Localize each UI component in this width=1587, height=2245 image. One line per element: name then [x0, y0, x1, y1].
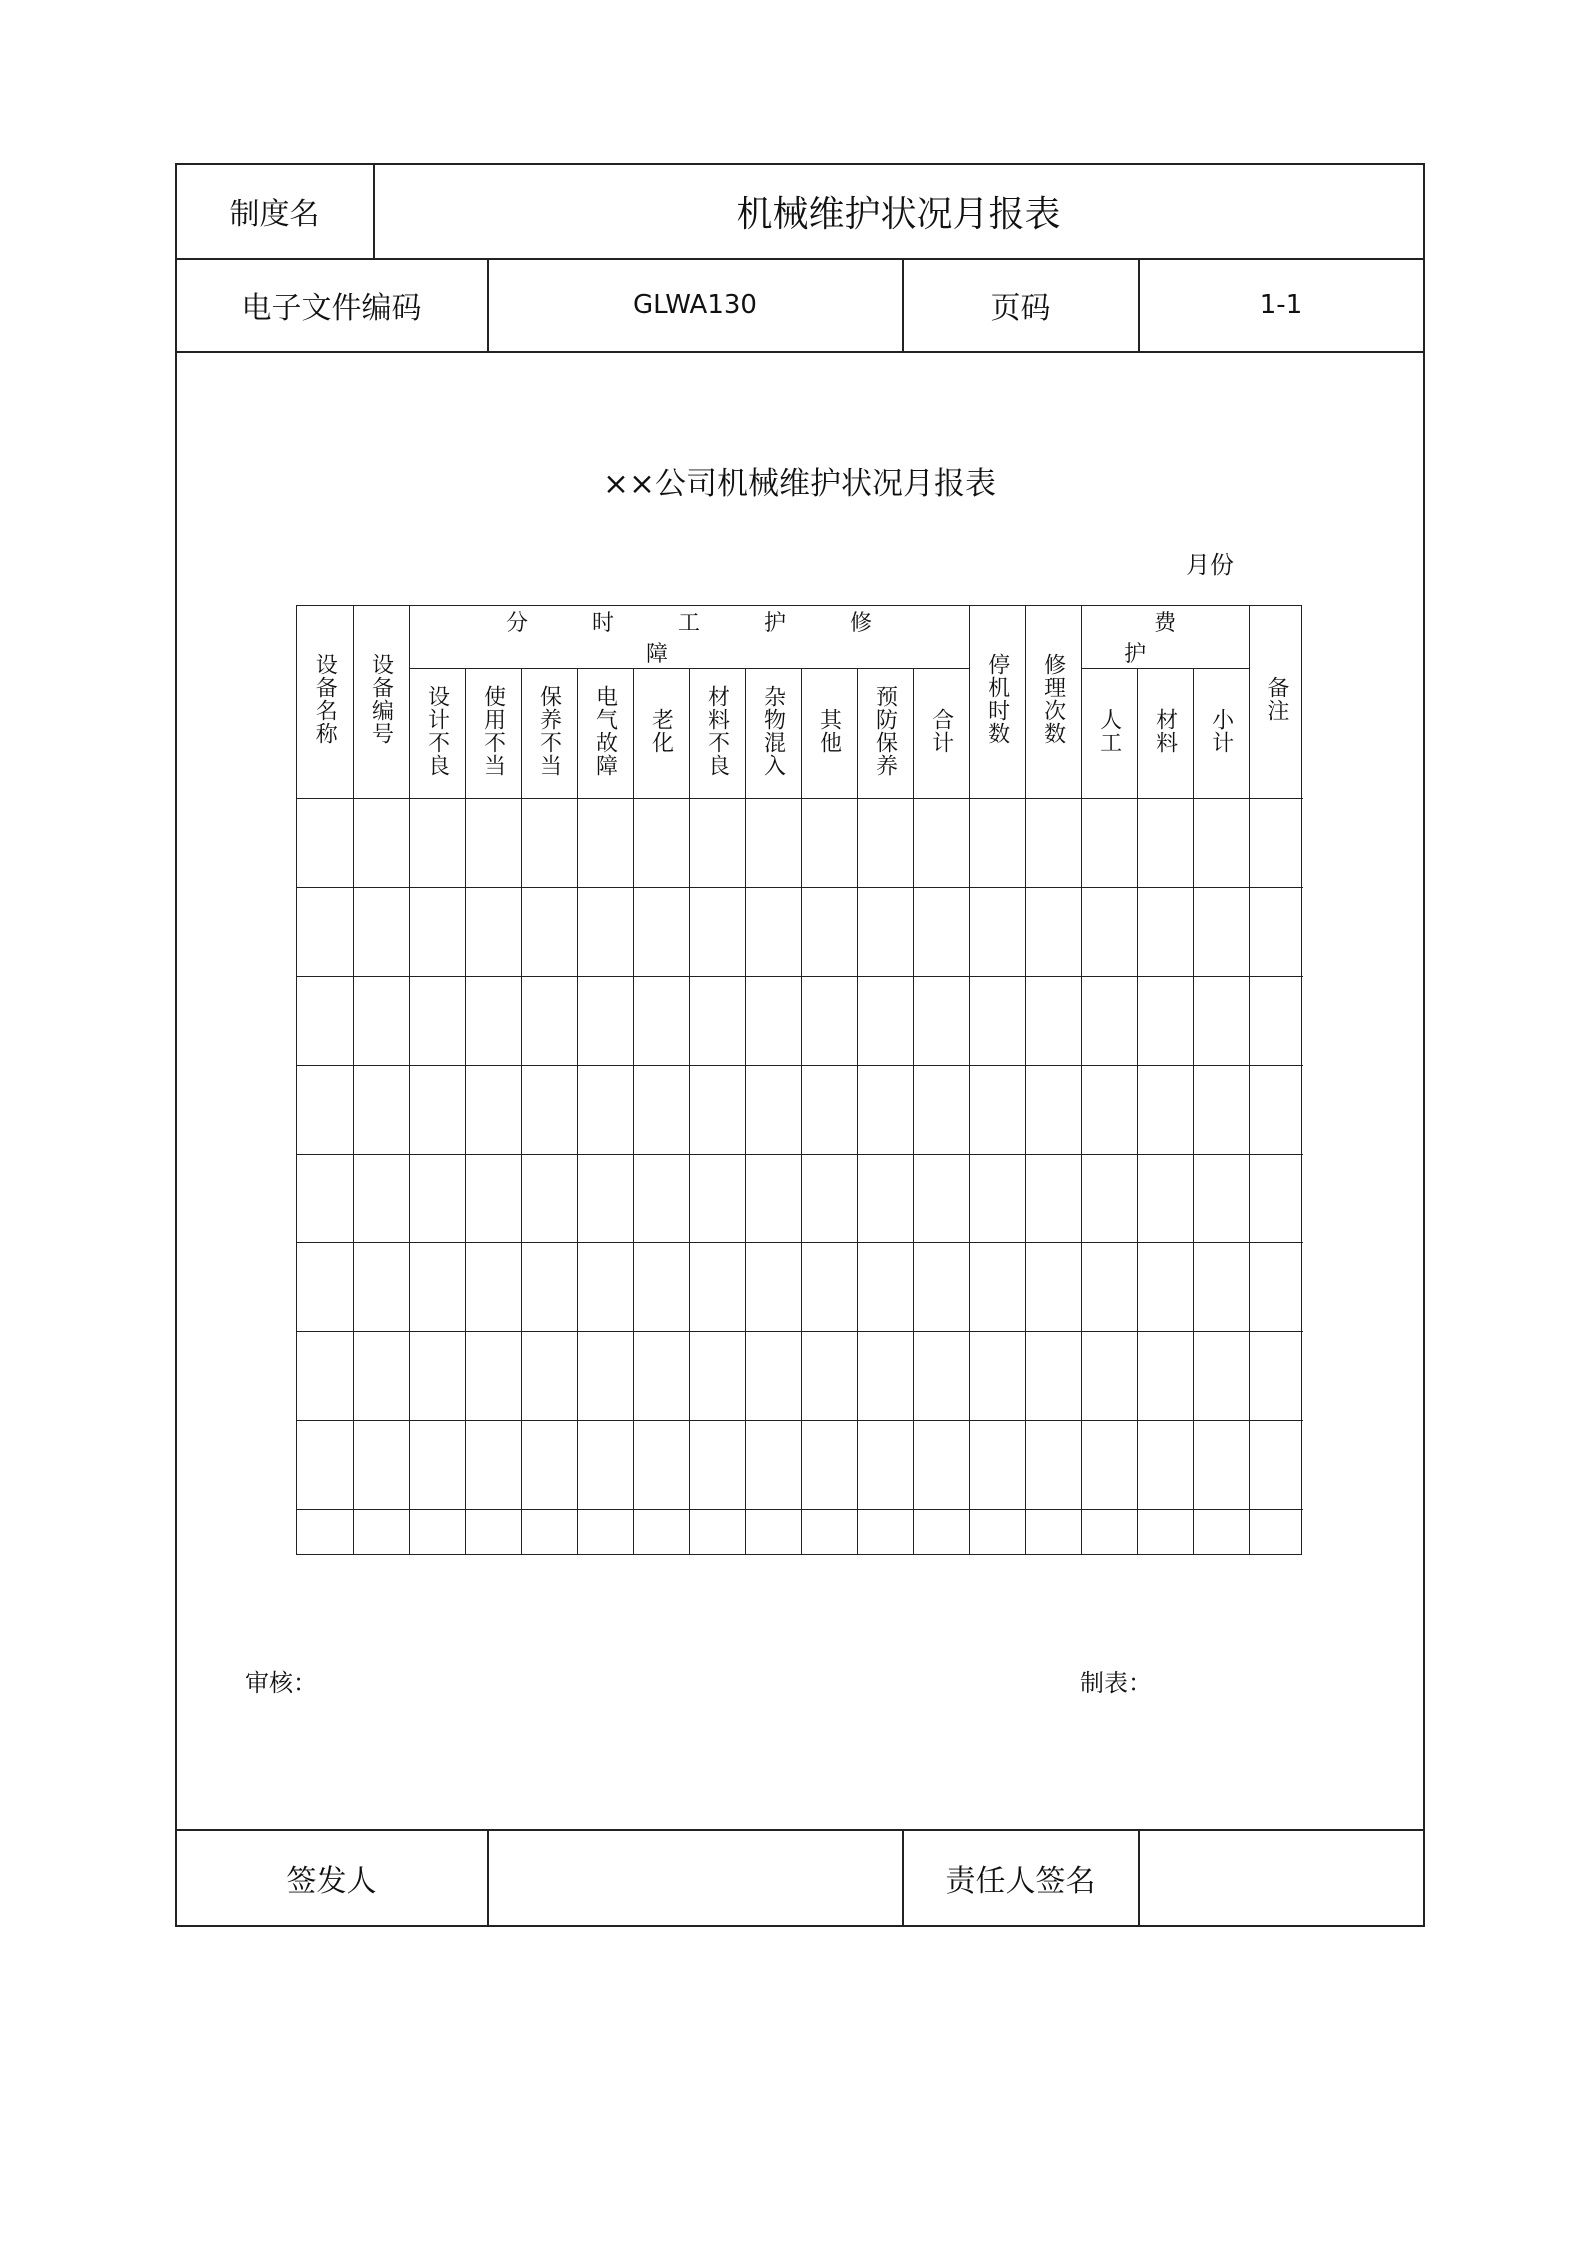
table-cell[interactable] — [1081, 976, 1137, 1065]
table-cell[interactable] — [857, 1154, 913, 1243]
table-cell[interactable] — [1193, 1154, 1249, 1243]
table-cell[interactable] — [465, 1154, 521, 1243]
table-cell[interactable] — [465, 1243, 521, 1332]
table-cell[interactable] — [409, 799, 465, 888]
table-cell[interactable] — [297, 887, 353, 976]
table-cell[interactable] — [1081, 1154, 1137, 1243]
table-cell[interactable] — [745, 799, 801, 888]
table-cell[interactable] — [913, 1154, 969, 1243]
table-cell[interactable] — [689, 1332, 745, 1421]
table-cell[interactable] — [465, 1510, 521, 1555]
table-cell[interactable] — [1025, 1332, 1081, 1421]
table-cell[interactable] — [409, 1154, 465, 1243]
group-breakdown: 分时工护修障 — [409, 606, 969, 669]
table-cell[interactable] — [913, 799, 969, 888]
table-cell[interactable] — [353, 1510, 409, 1555]
table-cell[interactable] — [353, 1332, 409, 1421]
table-cell[interactable] — [577, 1332, 633, 1421]
table-cell[interactable] — [1137, 1243, 1193, 1332]
table-cell[interactable] — [297, 1332, 353, 1421]
table-cell[interactable] — [745, 1065, 801, 1154]
table-cell[interactable] — [633, 976, 689, 1065]
table-cell[interactable] — [969, 799, 1025, 888]
table-cell[interactable] — [1249, 1154, 1303, 1243]
col-downtime: 停机时数 — [969, 606, 1025, 799]
table-cell[interactable] — [969, 976, 1025, 1065]
table-cell[interactable] — [577, 1065, 633, 1154]
table-cell[interactable] — [1193, 1243, 1249, 1332]
table-cell[interactable] — [1193, 976, 1249, 1065]
table-cell[interactable] — [689, 976, 745, 1065]
issuer-field[interactable] — [488, 1830, 902, 1925]
table-cell[interactable] — [633, 1332, 689, 1421]
table-cell[interactable] — [1025, 1065, 1081, 1154]
table-cell[interactable] — [297, 1243, 353, 1332]
table-cell[interactable] — [745, 976, 801, 1065]
table-row — [297, 1510, 1303, 1555]
table-cell[interactable] — [409, 887, 465, 976]
table-row — [297, 1332, 1303, 1421]
table-cell[interactable] — [521, 799, 577, 888]
table-cell[interactable] — [465, 887, 521, 976]
table-cell[interactable] — [521, 976, 577, 1065]
file-code-value: GLWA130 — [633, 290, 757, 320]
table-cell[interactable] — [577, 1154, 633, 1243]
table-cell[interactable] — [1193, 1332, 1249, 1421]
table-cell[interactable] — [1137, 1510, 1193, 1555]
table-cell[interactable] — [577, 976, 633, 1065]
page-label: 页码 — [990, 291, 1051, 326]
table-cell[interactable] — [745, 887, 801, 976]
table-cell[interactable] — [1137, 1065, 1193, 1154]
cost-col: 人工 — [1081, 669, 1137, 799]
table-cell[interactable] — [1081, 1421, 1137, 1510]
table-cell[interactable] — [633, 1065, 689, 1154]
table-cell[interactable] — [913, 1510, 969, 1555]
table-cell[interactable] — [521, 1154, 577, 1243]
breakdown-col: 材料不良 — [689, 669, 745, 799]
breakdown-col: 使用不当 — [465, 669, 521, 799]
table-cell[interactable] — [857, 799, 913, 888]
table-cell[interactable] — [969, 1065, 1025, 1154]
table-cell[interactable] — [1137, 1154, 1193, 1243]
table-cell[interactable] — [353, 887, 409, 976]
table-cell[interactable] — [465, 1065, 521, 1154]
page-value: 1-1 — [1259, 290, 1303, 320]
table-cell[interactable] — [857, 1421, 913, 1510]
table-cell[interactable] — [801, 1065, 857, 1154]
table-cell[interactable] — [521, 1510, 577, 1555]
table-cell[interactable] — [1081, 887, 1137, 976]
table-cell[interactable] — [1193, 887, 1249, 976]
table-cell[interactable] — [1025, 1421, 1081, 1510]
table-cell[interactable] — [913, 1332, 969, 1421]
table-cell[interactable] — [297, 976, 353, 1065]
table-cell[interactable] — [1249, 1332, 1303, 1421]
table-row — [297, 976, 1303, 1065]
table-cell[interactable] — [857, 1243, 913, 1332]
table-cell[interactable] — [689, 1510, 745, 1555]
table-cell[interactable] — [409, 976, 465, 1065]
table-cell[interactable] — [1025, 1243, 1081, 1332]
table-cell[interactable] — [577, 887, 633, 976]
table-cell[interactable] — [745, 1510, 801, 1555]
breakdown-col: 合计 — [913, 669, 969, 799]
system-name-value: 机械维护状况月报表 — [736, 193, 1061, 235]
table-cell[interactable] — [1249, 1421, 1303, 1510]
table-cell[interactable] — [297, 1065, 353, 1154]
table-cell[interactable] — [1137, 976, 1193, 1065]
table-cell[interactable] — [1025, 1510, 1081, 1555]
table-cell[interactable] — [409, 1065, 465, 1154]
table-cell[interactable] — [521, 1065, 577, 1154]
report-title: ××公司机械维护状况月报表 — [603, 465, 996, 502]
table-cell[interactable] — [1193, 1510, 1249, 1555]
table-row — [297, 799, 1303, 888]
table-cell[interactable] — [1025, 799, 1081, 888]
table-cell[interactable] — [801, 1510, 857, 1555]
table-cell[interactable] — [1025, 887, 1081, 976]
responsible-label: 责任人签名 — [945, 1863, 1096, 1899]
table-cell[interactable] — [969, 1332, 1025, 1421]
table-cell[interactable] — [1081, 1510, 1137, 1555]
group-cost: 费护 — [1081, 606, 1249, 669]
table-cell[interactable] — [1137, 799, 1193, 888]
table-cell[interactable] — [1193, 1421, 1249, 1510]
table-cell[interactable] — [1025, 1154, 1081, 1243]
table-cell[interactable] — [1249, 799, 1303, 888]
breakdown-col: 杂物混入 — [745, 669, 801, 799]
table-cell[interactable] — [969, 1154, 1025, 1243]
table-cell[interactable] — [801, 976, 857, 1065]
breakdown-col: 其他 — [801, 669, 857, 799]
reviewer-label: 审核： — [245, 1668, 317, 1697]
table-cell[interactable] — [297, 1421, 353, 1510]
table-cell[interactable] — [801, 1421, 857, 1510]
table-cell[interactable] — [1081, 1243, 1137, 1332]
table-cell[interactable] — [521, 1243, 577, 1332]
table-cell[interactable] — [745, 1154, 801, 1243]
table-cell[interactable] — [633, 1510, 689, 1555]
table-cell[interactable] — [577, 1510, 633, 1555]
responsible-signature-field[interactable] — [1139, 1830, 1423, 1925]
table-cell[interactable] — [1137, 1421, 1193, 1510]
table-cell[interactable] — [577, 1243, 633, 1332]
table-cell[interactable] — [857, 1332, 913, 1421]
maintenance-table — [296, 605, 1302, 1555]
table-cell[interactable] — [1081, 1065, 1137, 1154]
table-cell[interactable] — [521, 1332, 577, 1421]
table-row — [297, 1154, 1303, 1243]
table-cell[interactable] — [745, 1243, 801, 1332]
table-cell[interactable] — [1025, 976, 1081, 1065]
table-cell[interactable] — [577, 799, 633, 888]
table-cell[interactable] — [913, 1421, 969, 1510]
table-cell[interactable] — [353, 1154, 409, 1243]
breakdown-col: 保养不当 — [521, 669, 577, 799]
col-repair-count: 修理次数 — [1025, 606, 1081, 799]
table-cell[interactable] — [1081, 1332, 1137, 1421]
table-cell[interactable] — [689, 1243, 745, 1332]
col-remarks: 备注 — [1249, 606, 1303, 799]
table-row — [297, 887, 1303, 976]
table-cell[interactable] — [1193, 799, 1249, 888]
col-equipment-name: 设备名称 — [297, 606, 353, 799]
table-cell[interactable] — [1137, 887, 1193, 976]
table-cell[interactable] — [1137, 1332, 1193, 1421]
table-cell[interactable] — [969, 1243, 1025, 1332]
table-cell[interactable] — [801, 799, 857, 888]
table-cell[interactable] — [913, 887, 969, 976]
table-cell[interactable] — [801, 1332, 857, 1421]
table-cell[interactable] — [1193, 1065, 1249, 1154]
table-cell[interactable] — [521, 887, 577, 976]
table-cell[interactable] — [857, 1510, 913, 1555]
table-row — [297, 1243, 1303, 1332]
breakdown-col: 电气故障 — [577, 669, 633, 799]
table-cell[interactable] — [521, 1421, 577, 1510]
table-cell[interactable] — [633, 887, 689, 976]
table-cell[interactable] — [353, 1243, 409, 1332]
table-cell[interactable] — [689, 1154, 745, 1243]
table-cell[interactable] — [1249, 976, 1303, 1065]
table-cell[interactable] — [353, 976, 409, 1065]
table-cell[interactable] — [857, 1065, 913, 1154]
table-cell[interactable] — [689, 1421, 745, 1510]
table-cell[interactable] — [969, 1421, 1025, 1510]
table-cell[interactable] — [1249, 1510, 1303, 1555]
table-cell[interactable] — [409, 1421, 465, 1510]
table-cell[interactable] — [1249, 887, 1303, 976]
table-cell[interactable] — [577, 1421, 633, 1510]
file-code-label: 电子文件编码 — [241, 291, 422, 326]
table-cell[interactable] — [297, 1510, 353, 1555]
preparer-label: 制表： — [1080, 1668, 1152, 1697]
table-cell[interactable] — [801, 1154, 857, 1243]
table-cell[interactable] — [353, 1421, 409, 1510]
table-cell[interactable] — [353, 799, 409, 888]
table-cell[interactable] — [465, 1421, 521, 1510]
col-equipment-no: 设备编号 — [353, 606, 409, 799]
system-name-label: 制度名 — [229, 197, 320, 232]
table-cell[interactable] — [297, 799, 353, 888]
table-cell[interactable] — [409, 1510, 465, 1555]
table-cell[interactable] — [633, 1243, 689, 1332]
table-cell[interactable] — [409, 1243, 465, 1332]
table-cell[interactable] — [353, 1065, 409, 1154]
breakdown-col: 设计不良 — [409, 669, 465, 799]
table-cell[interactable] — [745, 1332, 801, 1421]
table-cell[interactable] — [465, 1332, 521, 1421]
table-cell[interactable] — [465, 799, 521, 888]
table-cell[interactable] — [969, 1510, 1025, 1555]
table-cell[interactable] — [465, 976, 521, 1065]
table-cell[interactable] — [409, 1332, 465, 1421]
table-cell[interactable] — [633, 799, 689, 888]
table-cell[interactable] — [297, 1154, 353, 1243]
table-cell[interactable] — [1081, 799, 1137, 888]
breakdown-col: 老化 — [633, 669, 689, 799]
cost-col: 小计 — [1193, 669, 1249, 799]
table-row — [297, 1065, 1303, 1154]
table-cell[interactable] — [689, 1065, 745, 1154]
table-row — [297, 1421, 1303, 1510]
table-cell[interactable] — [689, 799, 745, 888]
table-cell[interactable] — [969, 887, 1025, 976]
table-cell[interactable] — [913, 1243, 969, 1332]
table-cell[interactable] — [801, 887, 857, 976]
table-cell[interactable] — [689, 887, 745, 976]
table-cell[interactable] — [1249, 1243, 1303, 1332]
breakdown-col: 预防保养 — [857, 669, 913, 799]
table-cell[interactable] — [857, 976, 913, 1065]
table-cell[interactable] — [633, 1421, 689, 1510]
table-cell[interactable] — [913, 1065, 969, 1154]
table-cell[interactable] — [1249, 1065, 1303, 1154]
issuer-label: 签发人 — [286, 1863, 377, 1899]
table-cell[interactable] — [857, 887, 913, 976]
month-label: 月份 — [1186, 550, 1234, 579]
table-cell[interactable] — [801, 1243, 857, 1332]
table-cell[interactable] — [913, 976, 969, 1065]
table-cell[interactable] — [745, 1421, 801, 1510]
cost-col: 材料 — [1137, 669, 1193, 799]
table-cell[interactable] — [633, 1154, 689, 1243]
